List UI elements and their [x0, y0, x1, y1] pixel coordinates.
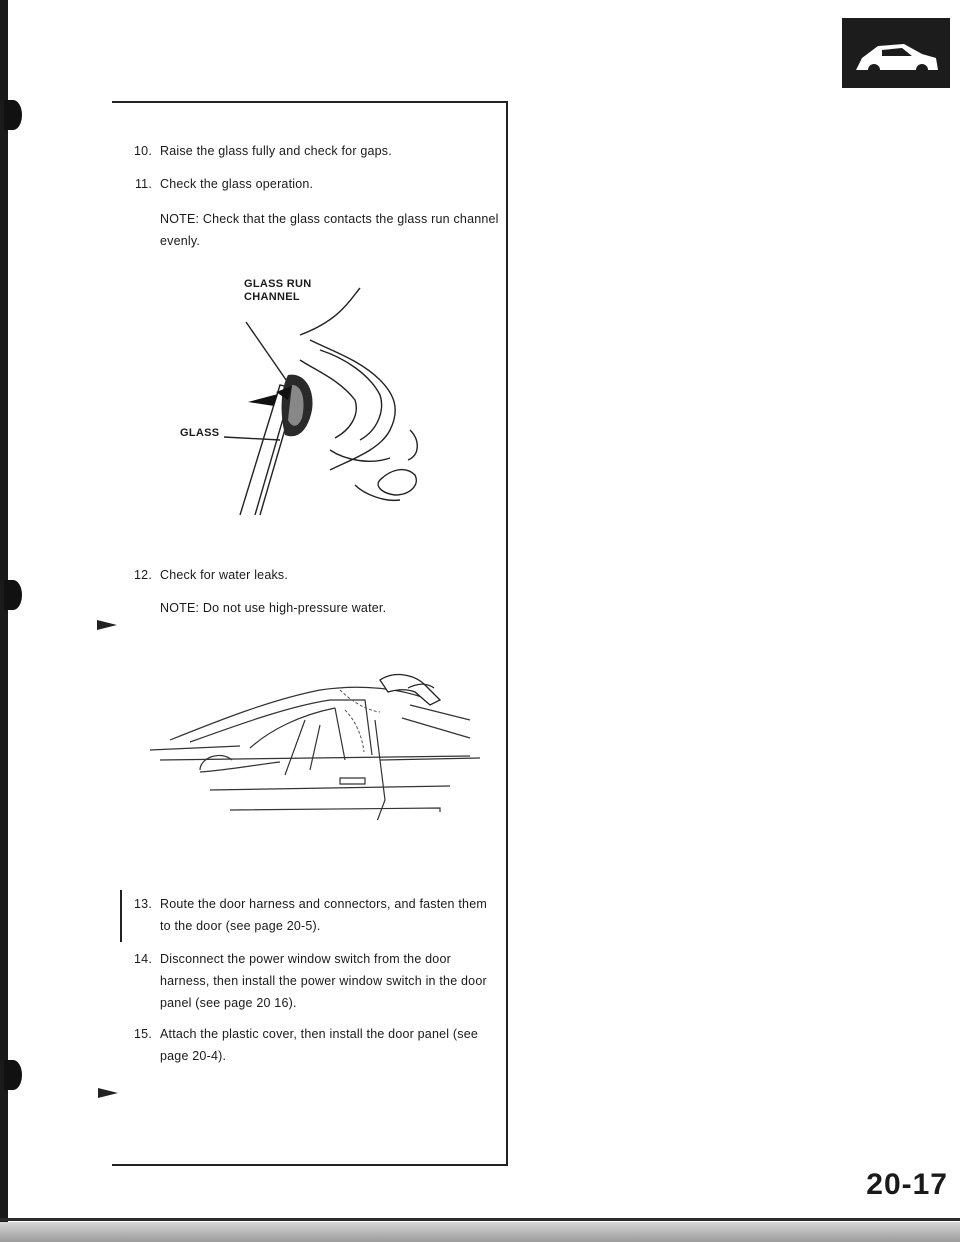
water-leak-check-illustration [140, 660, 500, 820]
step-number: 10. [134, 144, 152, 158]
footer-rule [0, 1218, 960, 1221]
continue-mark-icon [96, 1086, 120, 1100]
footer-band [0, 1222, 960, 1242]
binding-mark-icon [4, 1060, 22, 1090]
binding-mark-icon [4, 580, 22, 610]
step-text: Attach the plastic cover, then install the door panel (see page 20-4). [160, 1027, 479, 1063]
step-text: Check for water leaks. [160, 568, 289, 582]
step-text: Disconnect the power window switch from the door harness, then install the power window switch in the door panel (see page 20 16). [160, 952, 487, 1010]
car-section-icon [842, 18, 950, 88]
step-number: 12. [134, 568, 152, 582]
label-glass-run-channel: GLASS RUN CHANNEL [244, 278, 312, 303]
step-number: 11. [134, 177, 152, 191]
section-rule-top [112, 101, 507, 103]
section-rule-bottom [112, 1164, 508, 1166]
step-number: 14. [134, 952, 152, 966]
continue-mark-icon [95, 618, 119, 632]
step-text: Route the door harness and connectors, and fasten them to the door (see page 20-5). [160, 897, 487, 933]
step-number: 13. [134, 897, 152, 911]
glass-run-channel-illustration [180, 280, 440, 520]
binding-mark-icon [4, 100, 22, 130]
step-text: Check the glass operation. [160, 177, 314, 191]
note-water-pressure: NOTE: Do not use high-pressure water. [160, 601, 387, 615]
section-rule-vertical [506, 101, 508, 1166]
binding-edge [0, 0, 8, 1242]
step-text: Raise the glass fully and check for gaps. [160, 144, 392, 158]
note-glass-contact: NOTE: Check that the glass contacts the glass run channel evenly. [160, 212, 499, 248]
step-number: 15. [134, 1027, 152, 1041]
label-glass: GLASS [180, 427, 220, 439]
page-number: 20-17 [866, 1168, 948, 1201]
